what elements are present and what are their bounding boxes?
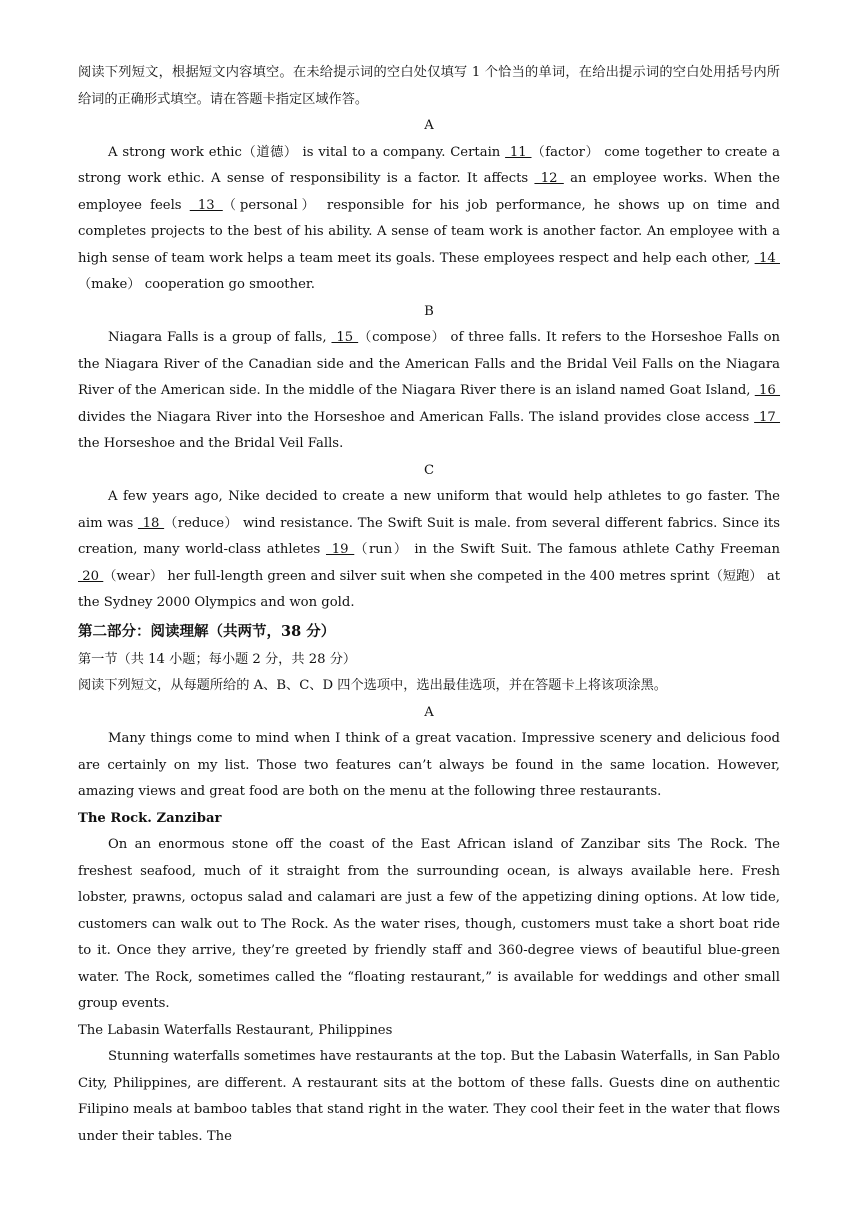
passage-a-label: A xyxy=(424,118,434,133)
blank-11: 11 xyxy=(505,144,532,160)
section1-heading: 第一节（共 14 小题；每小题 2 分，共 28 分） xyxy=(78,651,357,667)
blank-19: 19 xyxy=(325,542,355,557)
reading-a-intro: Many things come to mind when I think of a great vacation. Impressive scenery and delicious food are certainly on my list. Those two features can’t always be found in the same location. However, amazing views and great food are both on the menu at the following three restaurants. xyxy=(78,731,780,799)
part2-heading: 第二部分：阅读理解（共两节，38 分） xyxy=(78,622,336,640)
blank-17: 17 xyxy=(754,409,781,425)
rock-text: On an enormous stone off the coast of the East African island of Zanzibar sits The Rock. The freshest seafood, much of it straight from the surrounding ocean, is always available here. Fresh lobster, prawns, octopus salad and calamari are just a few of the appetizing dining options. At low tide, customers can walk out to The Rock. As the water rises, though, customers must take a short boat ride to it. Once they arrive, they’re greeted by friendly staff and 360-degree views of beautiful blue-green water. The Rock, sometimes called the “floating restaurant,” is available for weddings and other small group events. xyxy=(78,837,780,1011)
document-page xyxy=(78,60,780,1150)
labasin-text: Stunning waterfalls sometimes have restaurants at the top. But the Labasin Waterfalls, in San Pablo City, Philippines, are different. A restaurant sits at the bottom of these falls. Guests dine on authentic Filipino meals at bamboo tables that stand right in the water. They cool their feet in the water that flows under their tables. The xyxy=(78,1049,780,1144)
passage-b-label: B xyxy=(424,303,434,319)
passage-a-text: A strong work ethic（道德） is vital to a company. Certain 11 （factor） come together to create a strong work ethic. A sense of responsibility is a factor. It affects 12 an employee works. When the employee feels 13 （personal） responsible for his job performance, he shows up on time and completes projects to the best of his ability. A sense of team work is another factor. An employee with a high sense of team work helps a team meet its goals. These employees respect and help each other, 14 （make） cooperation go smoother. xyxy=(78,144,780,292)
instructions-cloze: 阅读下列短文，根据短文内容填空。在未给提示词的空白处仅填写 1 个恰当的单词，在给出提示词的空白处用括号内所给词的正确形式填空。请在答题卡指定区域作答。 xyxy=(78,65,780,107)
blank-12: 12 xyxy=(534,171,564,186)
blank-16: 16 xyxy=(754,383,781,398)
instructions-reading: 阅读下列短文，从每题所给的 A、B、C、D 四个选项中，选出最佳选项，并在答题卡上将该项涂黑。 xyxy=(78,678,667,693)
blank-13: 13 xyxy=(189,197,223,213)
passage-c-text: A few years ago, Nike decided to create a new uniform that would help athletes to go faster. The aim was 18 （reduce） wind resistance. The Swift Suit is male. from several different fabrics. Since its creation, many world-class athletes 19 （run） in the Swift Suit. The famous athlete Cathy Freeman 20 （wear） her full-length green and silver suit when she competed in the 400 metres sprint（短跑） at the Sydney 2000 Olympics and won gold. xyxy=(78,489,780,610)
labasin-title: The Labasin Waterfalls Restaurant, Philippines xyxy=(78,1022,393,1038)
rock-title: The Rock. Zanzibar xyxy=(78,810,222,826)
blank-15: 15 xyxy=(331,330,359,345)
passage-c-label: C xyxy=(423,462,435,478)
reading-a-label: A xyxy=(424,704,434,720)
passage-b-text: Niagara Falls is a group of falls, 15 （compose） of three falls. It refers to the Horseshoe Falls on the Niagara River of the Canadian side and the American Falls and the Bridal Veil Falls on the Niagara River of the American side. In the middle of the Niagara River there is an island named Goat Island, 16 divides the Niagara River into the Horseshoe and American Falls. The island provides close access 17 the Horseshoe and the Bridal Veil Falls. xyxy=(78,330,781,451)
blank-18: 18 xyxy=(137,515,165,531)
blank-20: 20 xyxy=(78,568,104,584)
blank-14: 14 xyxy=(754,250,780,266)
